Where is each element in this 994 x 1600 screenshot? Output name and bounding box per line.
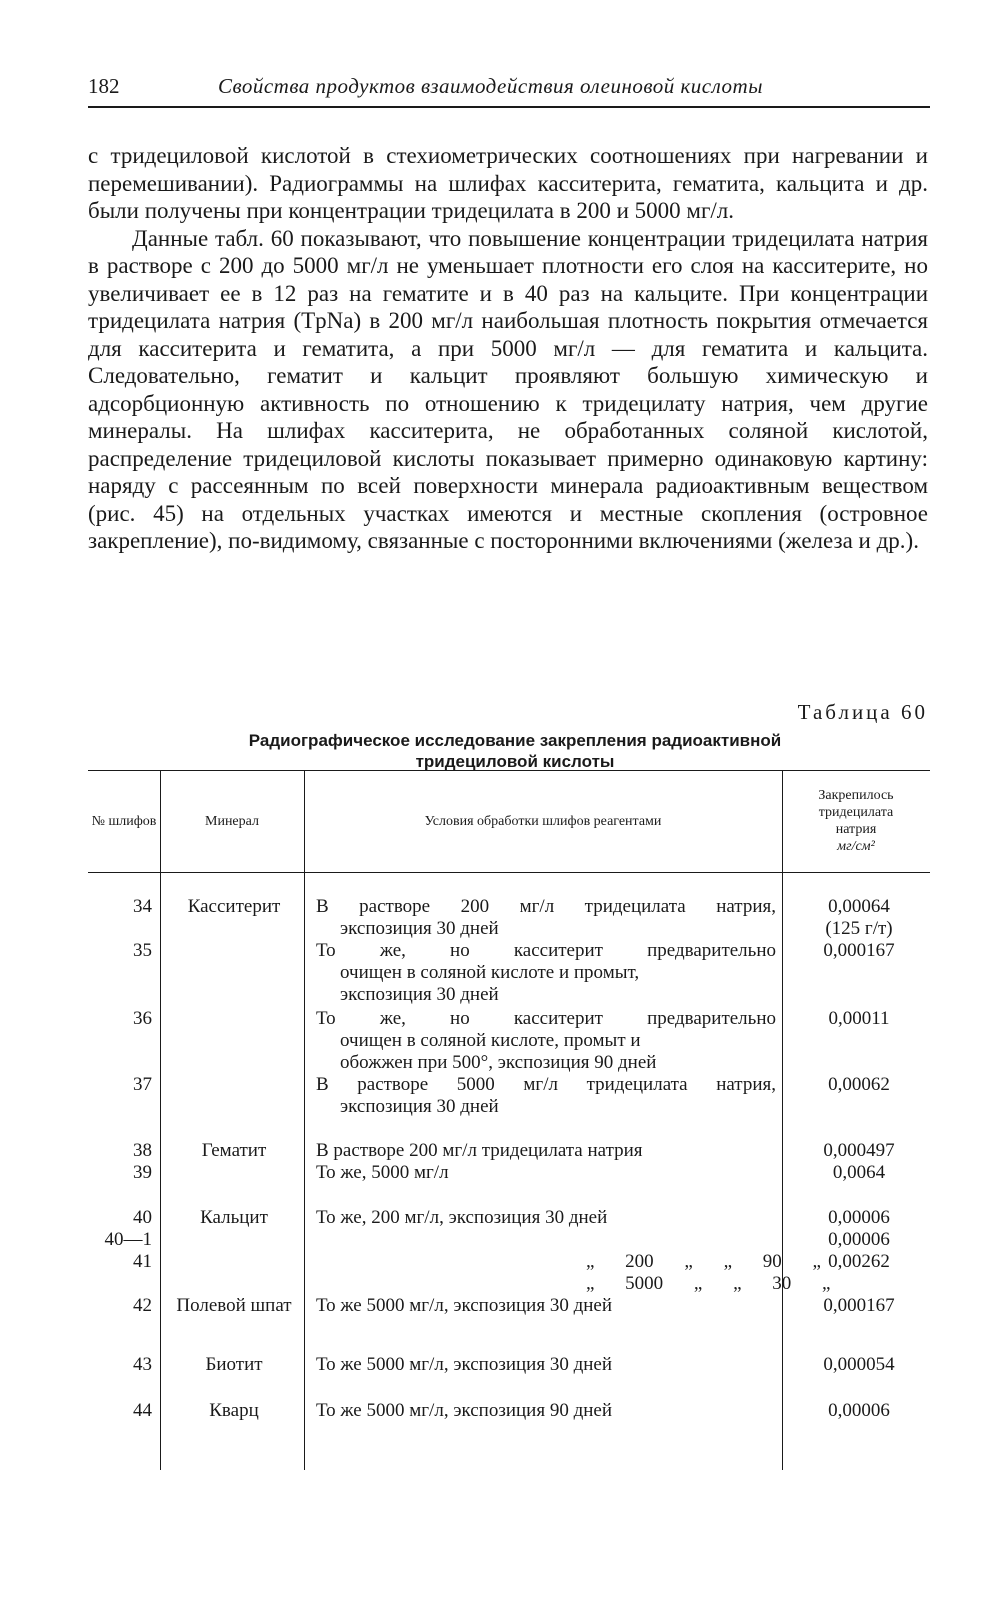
paragraph-1: с тридециловой кислотой в стехиометрических соотношениях при нагревании и перемешивании). Радиограммы на шлифах касситерита, гематита, кальцита и др. были получены при концентрации тридецилата в 200 и 5000 мг/л. [88,143,928,223]
condition-line: „ 5000 „ „ 30 „ [586,1273,831,1294]
table-label: Таблица 60 [797,700,928,724]
table-header-rule [88,872,930,873]
row-mineral: Кварц [209,1400,259,1421]
condition-line: В растворе 5000 мг/л тридецилата натрия, [316,1074,776,1095]
condition-line: То же, 5000 мг/л [316,1162,449,1183]
row-mineral: Кальцит [200,1207,268,1228]
row-num: 40—1 [104,1229,152,1250]
column-divider-1 [160,770,161,1470]
value-line: 0,000167 [823,940,895,961]
running-header [88,70,930,108]
header-value-line-1: Закрепилось [818,788,894,803]
value-line: 0,0064 [832,1162,886,1183]
column-divider-3 [782,770,783,1470]
paragraph-2: Данные табл. 60 показывают, что повышение концентрации тридецилата натрия в растворе с 200 до 5000 мг/л не уменьшает плотности его слоя на касситерите, но увеличивает ее в 12 раз на гематите и в 40 раз на кальците. При концентрации тридецилата натрия (TpNa) в 200 мг/л наибольшая плотность покрытия отмечается для касситерита и гематита, а при 5000 мг/л — для гематита и кальцита. Следовательно, гематит и кальцит проявляют большую химическую и адсорбционную активность по отношению к тридецилату натрия, чем другие минералы. На шлифах касситерита, не обработанных соляной кислотой, распределение тридециловой кислоты показывает примерно одинаковую картину: наряду с рассеянным по всей поверхности минерала радиоактивным веществом (рис. 45) на отдельных участках имеются и местные скопления (островное закрепление), по-видимому, связанные с посторонними включениями (железа и др.). [88,225,928,553]
row-value [788,1162,930,1184]
condition-line: То же, но касситерит предварительно [316,940,776,961]
row-value [788,1074,930,1096]
table-caption [120,730,910,772]
row-num: 39 [133,1162,152,1183]
condition-line: очищен в соляной кислоте и промыт, [340,962,640,983]
row-mineral: Гематит [201,1140,267,1161]
column-divider-2 [304,770,305,1470]
data-table [88,770,930,1470]
row-num: 37 [133,1074,152,1095]
row-conditions [316,1207,776,1229]
header-mineral: Минерал [205,813,259,829]
row-conditions [316,896,776,940]
row-value [788,1354,930,1376]
body-text [88,142,928,555]
condition-line: экспозиция 30 дней [340,918,499,939]
value-line: 0,000054 [823,1354,895,1375]
value-line: 0,00006 [828,1207,890,1228]
header-value-line-2: тридецилата [818,805,894,820]
value-line: 0,00262 [828,1251,890,1272]
row-value [788,1008,930,1030]
header-conditions: Условия обработки шлифов реагентами [424,813,662,829]
condition-line: очищен в соляной кислоте, промыт и [340,1030,641,1051]
value-line: 0,000497 [823,1140,895,1161]
condition-line: „ 200 „ „ 90 „ [586,1251,821,1272]
row-conditions [316,1140,776,1162]
row-conditions [316,1008,776,1074]
condition-line: экспозиция 30 дней [340,984,499,1005]
value-line: 0,00011 [828,1008,890,1029]
value-line: 0,000167 [823,1295,895,1316]
row-value [788,940,930,962]
condition-line: То же, но касситерит предварительно [316,1008,776,1029]
row-mineral: Биотит [205,1354,263,1375]
row-conditions [316,1295,776,1317]
value-line: 0,00064 [828,896,890,917]
row-num: 44 [133,1400,152,1421]
header-value-line-4: мг/см² [837,839,875,854]
row-num: 34 [133,896,152,917]
condition-line: В растворе 200 мг/л тридецилата натрия [316,1140,643,1161]
value-line: 0,00006 [828,1400,890,1421]
condition-line: То же 5000 мг/л, экспозиция 30 дней [316,1354,613,1375]
header-num: № шлифов [91,813,157,829]
row-value [788,1229,930,1251]
value-line: (125 г/т) [825,918,893,939]
row-value [788,1400,930,1422]
row-num: 35 [133,940,152,961]
row-value [788,896,930,940]
running-title: Свойства продуктов взаимодействия олеиновой кислоты [218,74,763,98]
row-mineral: Полевой шпат [176,1295,292,1316]
row-num: 38 [133,1140,152,1161]
row-num: 41 [133,1251,152,1272]
row-conditions [316,1400,776,1422]
condition-line: То же, 200 мг/л, экспозиция 30 дней [316,1207,608,1228]
row-num: 43 [133,1354,152,1375]
row-value [788,1207,930,1229]
row-num: 40 [133,1207,152,1228]
row-num: 36 [133,1008,152,1029]
row-conditions [316,940,776,1006]
value-line: 0,00006 [828,1229,890,1250]
table-caption-line-1: Радиографическое исследование закрепления радиоактивной [248,731,782,750]
row-value [788,1295,930,1317]
header-value [782,770,930,872]
row-conditions [316,1162,776,1184]
condition-line: То же 5000 мг/л, экспозиция 90 дней [316,1400,613,1421]
condition-line: То же 5000 мг/л, экспозиция 30 дней [316,1295,613,1316]
row-value [788,1140,930,1162]
row-num: 42 [133,1295,152,1316]
condition-line: экспозиция 30 дней [340,1096,499,1117]
row-conditions [316,1354,776,1376]
row-value [788,1251,930,1273]
row-mineral: Касситерит [187,896,281,917]
page-number: 182 [88,74,120,98]
row-conditions [316,1074,776,1118]
condition-line: В растворе 200 мг/л тридецилата натрия, [316,896,776,917]
header-value-line-3: натрия [835,822,877,837]
condition-line: обожжен при 500°, экспозиция 90 дней [340,1052,657,1073]
value-line: 0,00062 [828,1074,890,1095]
table-caption-line-2: тридециловой кислоты [415,752,615,771]
